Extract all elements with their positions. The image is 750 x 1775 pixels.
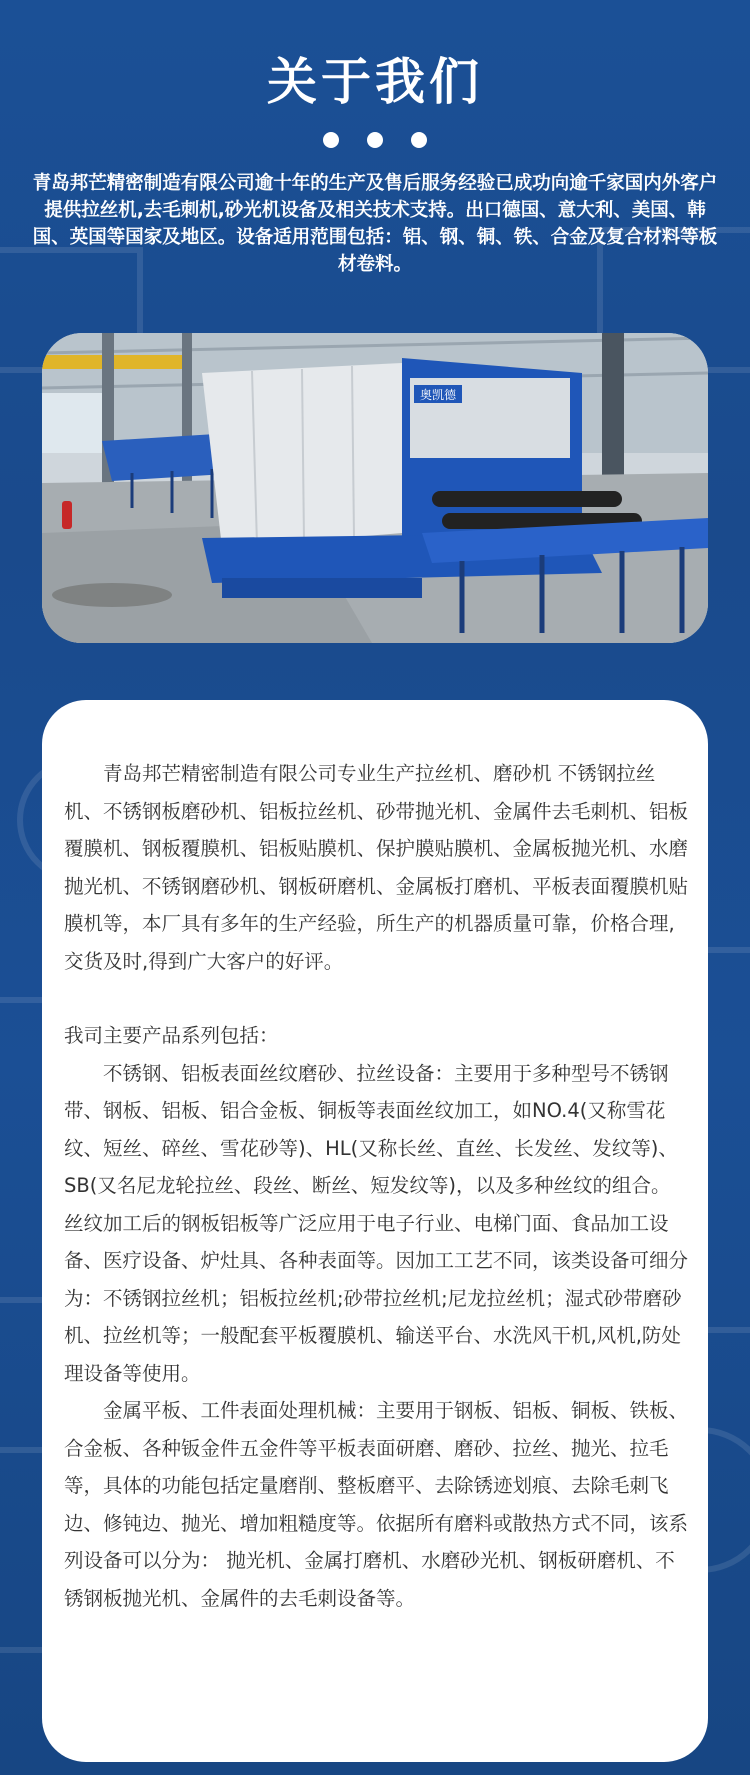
paragraph-company-profile: 青岛邦芒精密制造有限公司专业生产拉丝机、磨砂机 不锈钢拉丝机、不锈钢板磨砂机、铝板拉丝机、砂带抛光机、金属件去毛刺机、铝板覆膜机、钢板覆膜机、铝板贴膜机、保护膜贴膜机、金属板抛光机、水磨抛光机、不锈钢磨砂机、钢板研磨机、金属板打磨机、平板表面覆膜机贴膜机等，本厂具有多年的生产经验，所生产的机器质量可靠，价格合理,交货及时,得到广大客户的好评。: [64, 762, 689, 973]
machine-brand-label: 奥凯德: [419, 388, 457, 402]
dot: [367, 132, 383, 148]
card-text: [64, 755, 688, 1617]
page-title: 关于我们: [267, 53, 483, 111]
machine-illustration: [42, 333, 708, 643]
dot: [323, 132, 339, 148]
company-description-card: [42, 700, 708, 1762]
dot: [411, 132, 427, 148]
products-heading: 我司主要产品系列包括：: [64, 1024, 279, 1047]
intro-text: 青岛邦芒精密制造有限公司逾十年的生产及售后服务经验已成功向逾千家国内外客户提供拉丝机,去毛刺机,砂光机设备及相关技术支持。出口德国、意大利、美国、韩国、英国等国家及地区。设备适用范围包括：铝、钢、铜、铁、合金及复合材料等板材卷料。: [32, 173, 718, 275]
paragraph-brushing-equipment: 不锈钢、铝板表面丝纹磨砂、拉丝设备：主要用于多种型号不锈钢带、钢板、铝板、铝合金板、铜板等表面丝纹加工，如NO.4(又称雪花纹、短丝、碎丝、雪花砂等)、HL(又称长丝、直丝、长发丝、发纹等)、SB(又名尼龙轮拉丝、段丝、断丝、短发纹等)，以及多种丝纹的组合。丝纹加工后的钢板铝板等广泛应用于电子行业、电梯门面、食品加工设备、医疗设备、炉灶具、各种表面等。因加工工艺不同，该类设备可细分为：不锈钢拉丝机；铝板拉丝机;砂带拉丝机;尼龙拉丝机；湿式砂带磨砂机、拉丝机等；一般配套平板覆膜机、输送平台、水洗风干机,风机,防处理设备等使用。: [64, 1061, 689, 1385]
factory-machine-photo: [42, 333, 708, 643]
paragraph-surface-treatment: 金属平板、工件表面处理机械：主要用于钢板、铝板、铜板、铁板、合金板、各种钣金件五金件等平板表面研磨、磨砂、拉丝、抛光、拉毛等，具体的功能包括定量磨削、整板磨平、去除锈迹划痕、去除毛刺飞边、修钝边、抛光、增加粗糙度等。依据所有磨料或散热方式不同，该系列设备可以分为： 抛光机、金属打磨机、水磨砂光机、钢板研磨机、不锈钢板抛光机、金属件的去毛刺设备等。: [64, 1399, 689, 1610]
title-dots: [0, 132, 750, 148]
